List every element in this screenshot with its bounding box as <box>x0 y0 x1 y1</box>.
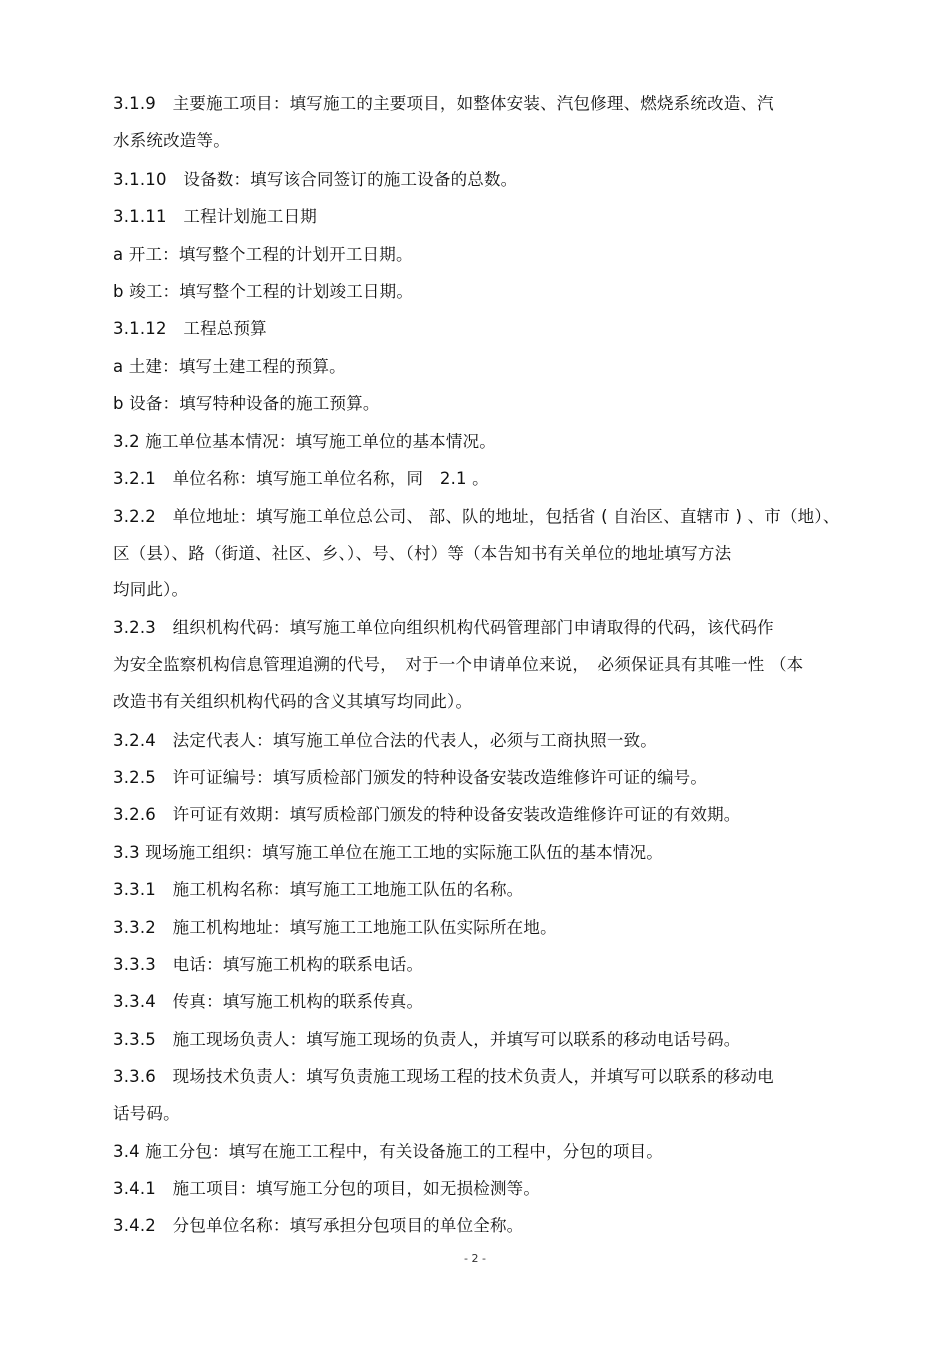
text-line: 3.1.9 主要施工项目：填写施工的主要项目，如整体安装、汽包修理、燃烧系统改造、汽 <box>113 94 774 113</box>
text-line: 3.4.1 施工项目：填写施工分包的项目，如无损检测等。 <box>113 1179 541 1198</box>
text-line: 3.1.12 工程总预算 <box>113 319 267 338</box>
text-line: 3.3 现场施工组织：填写施工单位在施工工地的实际施工队伍的基本情况。 <box>113 843 663 862</box>
text-line: 3.4.2 分包单位名称：填写承担分包项目的单位全称。 <box>113 1216 524 1235</box>
text-line: 3.2.1 单位名称：填写施工单位名称，同 2.1 。 <box>113 469 489 488</box>
text-line: 3.1.10 设备数：填写该合同签订的施工设备的总数。 <box>113 170 518 189</box>
text-line: 为安全监察机构信息管理追溯的代号， 对于一个申请单位来说， 必须保证具有其唯一性 （本 <box>113 655 804 674</box>
text-line: 3.2.5 许可证编号：填写质检部门颁发的特种设备安装改造维修许可证的编号。 <box>113 768 708 787</box>
text-line: 3.2.3 组织机构代码：填写施工单位向组织机构代码管理部门申请取得的代码，该代码作 <box>113 618 774 637</box>
text-line: 3.2.6 许可证有效期：填写质检部门颁发的特种设备安装改造维修许可证的有效期。 <box>113 805 741 824</box>
text-line: 3.2.4 法定代表人：填写施工单位合法的代表人，必须与工商执照一致。 <box>113 731 657 750</box>
text-line: 水系统改造等。 <box>113 131 230 150</box>
page-number: - 2 - <box>464 1252 486 1265</box>
text-line: 3.4 施工分包：填写在施工工程中，有关设备施工的工程中，分包的项目。 <box>113 1142 663 1161</box>
text-line: 区（县）、路（街道、社区、乡、）、号、（村）等（本告知书有关单位的地址填写方法 <box>113 544 732 563</box>
text-line: 均同此）。 <box>113 580 189 599</box>
text-line: 3.3.5 施工现场负责人：填写施工现场的负责人，并填写可以联系的移动电话号码。 <box>113 1030 741 1049</box>
text-line: 改造书有关组织机构代码的含义其填写均同此）。 <box>113 692 473 711</box>
text-line: b 竣工：填写整个工程的计划竣工日期。 <box>113 282 414 301</box>
text-line: 3.3.2 施工机构地址：填写施工工地施工队伍实际所在地。 <box>113 918 557 937</box>
text-line: 3.2.2 单位地址：填写施工单位总公司、 部、队的地址，包括省 ( 自治区、直辖市 ) 、市（地）、 <box>113 507 840 526</box>
text-line: 3.3.6 现场技术负责人：填写负责施工现场工程的技术负责人，并填写可以联系的移动电 <box>113 1067 774 1086</box>
text-line: 话号码。 <box>113 1104 180 1123</box>
text-line: 3.3.3 电话：填写施工机构的联系电话。 <box>113 955 424 974</box>
text-line: 3.3.1 施工机构名称：填写施工工地施工队伍的名称。 <box>113 880 524 899</box>
text-line: 3.1.11 工程计划施工日期 <box>113 207 317 226</box>
text-line: a 开工：填写整个工程的计划开工日期。 <box>113 245 413 264</box>
text-line: 3.3.4 传真：填写施工机构的联系传真。 <box>113 992 424 1011</box>
text-line: 3.2 施工单位基本情况：填写施工单位的基本情况。 <box>113 432 496 451</box>
text-line: a 土建：填写土建工程的预算。 <box>113 357 346 376</box>
text-line: b 设备：填写特种设备的施工预算。 <box>113 394 380 413</box>
